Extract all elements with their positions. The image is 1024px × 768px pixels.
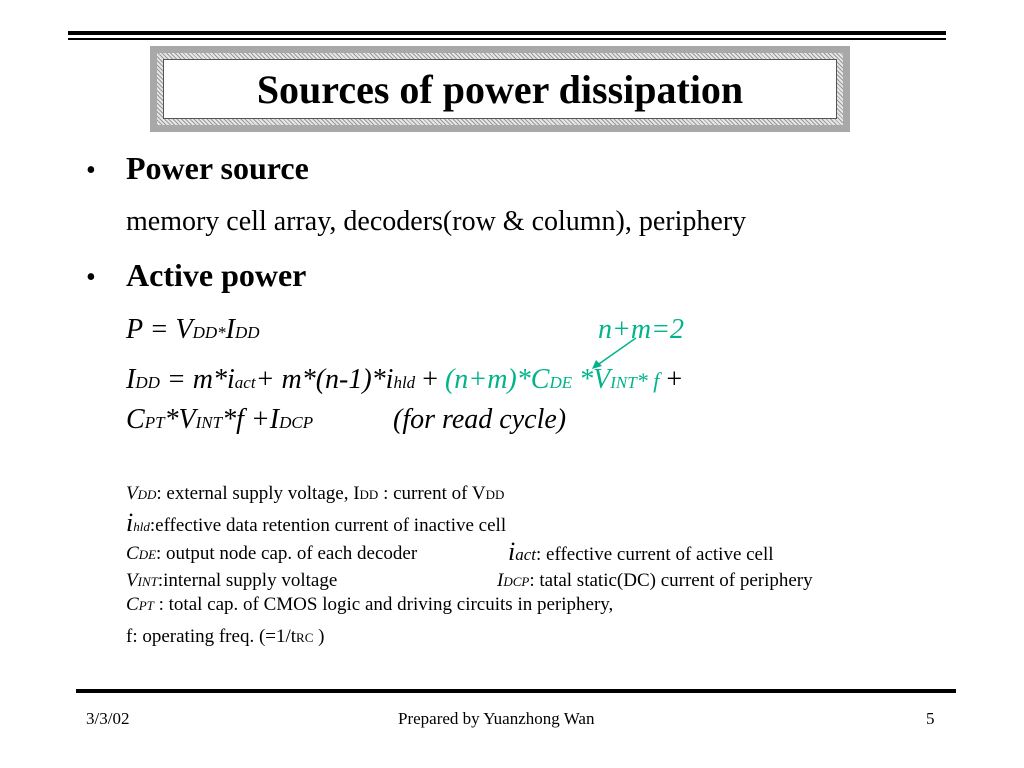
eq1-p: P = V (126, 314, 193, 345)
title-frame (150, 46, 850, 132)
def-cpt-text: : total cap. of CMOS logic and driving circuits in periphery, (153, 594, 614, 615)
def-iact-symbol: i (508, 537, 516, 566)
eq3-sub-int: INT (195, 413, 223, 432)
def-cde-text: : output node cap. of each decoder (156, 543, 418, 564)
def-iact-text: : effective current of active cell (536, 544, 774, 565)
def-cde (126, 543, 417, 565)
eq3-sub-pt: PT (144, 413, 165, 432)
footer-page-number: 5 (926, 709, 935, 728)
eq1-sub-dd: DD (192, 323, 218, 342)
annotation-n-plus-m: n+m=2 (598, 314, 685, 345)
def-cde-symbol: C (126, 543, 139, 564)
def-freq-text: f: operating freq. (=1/t (126, 626, 297, 647)
eq2-sub-de: DE (549, 373, 573, 392)
def-idd-sub: DD (359, 487, 379, 502)
equation-idd (126, 364, 682, 396)
top-rule-thin (68, 38, 946, 40)
read-cycle-note: (for read cycle) (393, 404, 567, 435)
def-vdd-symbol: V (126, 483, 138, 504)
eq2-sub-int: INT (610, 373, 637, 392)
eq2-v-term: *V (572, 364, 611, 395)
def-idcp (497, 570, 813, 592)
def-idcp-sub: DCP (503, 574, 530, 589)
eq3-c: C (126, 404, 145, 435)
def-vint-text: :internal supply voltage (157, 570, 338, 591)
bullet-active-power: • (86, 262, 96, 293)
top-rule-thick (68, 31, 946, 35)
eq2-m-term: = m*i (159, 364, 235, 395)
def-iact-sub: act (515, 545, 537, 564)
def-vdd-text: : external supply voltage, I (156, 483, 360, 504)
footer-author: Prepared by Yuanzhong Wan (398, 709, 595, 728)
power-source-detail: memory cell array, decoders(row & column), periphery (126, 206, 747, 237)
eq2-sub-act: act (234, 373, 256, 392)
bottom-rule (76, 689, 956, 693)
def-vint-symbol: V (126, 570, 138, 591)
def-ihld-sub: hld (133, 519, 150, 534)
eq2-sub-hld: hld (393, 373, 416, 392)
eq2-i: I (126, 364, 136, 395)
def-idcp-symbol: I (497, 570, 504, 591)
eq2-f-term: * f (636, 368, 660, 393)
def-iact (508, 537, 774, 567)
def-vdd-sub: DD (137, 487, 157, 502)
def-vint-sub: INT (137, 574, 158, 589)
def-vdd (126, 483, 504, 505)
def-idd-text: : current of V (378, 483, 486, 504)
heading-active-power: Active power (126, 257, 307, 293)
equation-power (126, 314, 260, 346)
def-cpt-sub: PT (138, 598, 154, 613)
eq3-sub-dcp: DCP (279, 413, 314, 432)
eq2-mn-term: + m*(n-1)*i (255, 364, 394, 395)
def-freq-close: ) (313, 626, 325, 647)
def-cpt (126, 594, 613, 616)
def-cpt-symbol: C (126, 594, 139, 615)
eq2-plus-end: + (659, 364, 683, 395)
slide-title: Sources of power dissipation (256, 66, 744, 112)
def-vint (126, 570, 337, 592)
def-ihld-text: :effective data retention current of inactive cell (149, 515, 507, 536)
bullet-power-source: • (86, 155, 96, 186)
def-freq-sub: RC (296, 630, 314, 645)
def-ihld-symbol: i (126, 508, 134, 537)
eq1-star: * (217, 323, 226, 342)
title-box (163, 59, 837, 119)
footer-date: 3/3/02 (86, 709, 130, 728)
eq1-sub-dd2: DD (235, 323, 260, 342)
eq2-plus: + (415, 364, 445, 395)
def-freq (126, 626, 324, 648)
heading-power-source: Power source (126, 150, 309, 186)
eq2-sub-dd: DD (135, 373, 160, 392)
def-vdd-sub2: DD (485, 487, 505, 502)
equation-idd-cont (126, 404, 313, 436)
eq3-v-term: *V (164, 404, 196, 435)
def-ihld (126, 508, 506, 538)
eq1-i: I (225, 314, 235, 345)
eq3-f-term: *f +I (222, 404, 280, 435)
def-cde-sub: DE (138, 547, 157, 562)
def-idcp-text: : tatal static(DC) current of periphery (529, 570, 813, 591)
eq2-nm-term: (n+m)*C (444, 364, 550, 395)
